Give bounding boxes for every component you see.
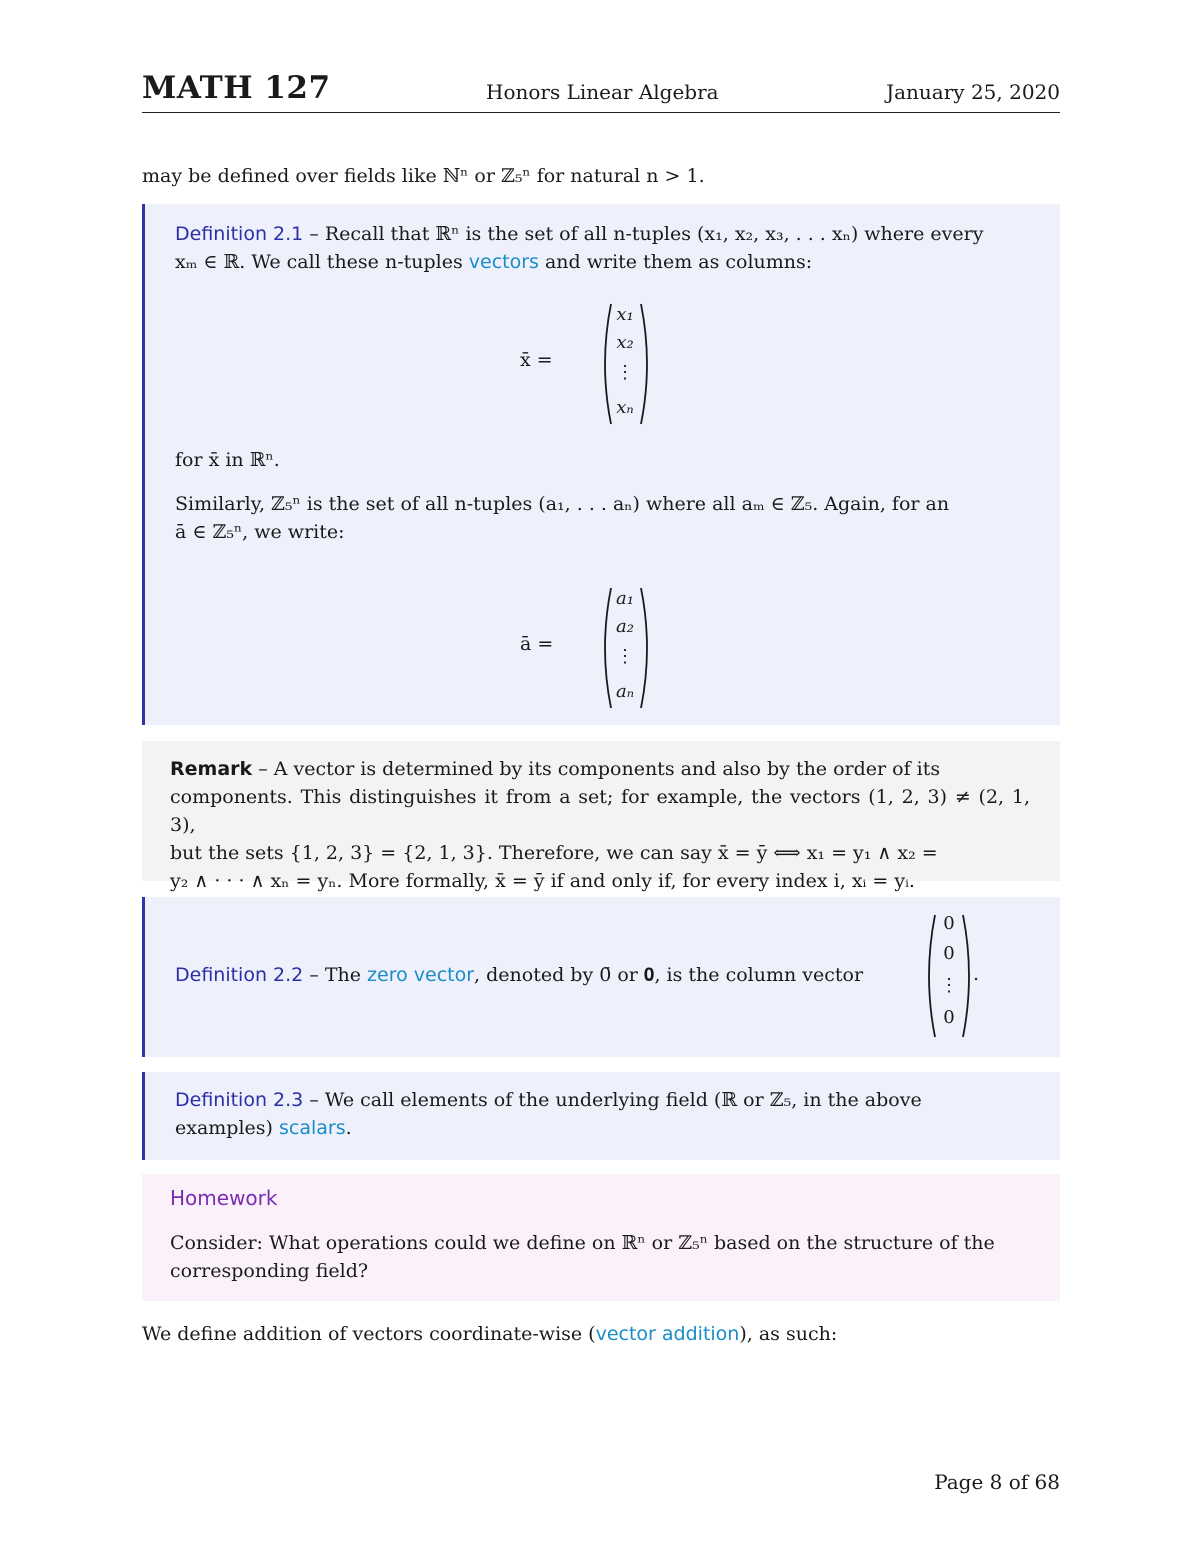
zero-entry-2: 0 xyxy=(943,943,955,964)
def3-line2b: . xyxy=(345,1117,352,1139)
term-vectors: vectors xyxy=(468,251,539,273)
zero-entry-vdots: ⋮ xyxy=(940,975,958,996)
remark-text xyxy=(170,755,1030,895)
remark-line1: – A vector is determined by its components and also by the order of its xyxy=(252,758,941,780)
eq1-entry-1: x₁ xyxy=(616,304,634,325)
remark-line2: components. This distinguishes it from a set; for example, the vectors (1, 2, 3) ≠ (2, 1, 3), xyxy=(170,786,1030,836)
closing-line xyxy=(142,1320,1060,1348)
eq2-entry-1: a₁ xyxy=(616,588,634,609)
def2-end-period: . xyxy=(973,963,980,985)
def1-line1: – Recall that ℝⁿ is the set of all n-tuples (x₁, x₂, x₃, . . . xₙ) where every xyxy=(303,223,984,245)
intro-line: may be defined over fields like ℕⁿ or ℤ₅ⁿ for natural n > 1. xyxy=(142,165,705,187)
eq1-entry-vdots: ⋮ xyxy=(616,362,634,383)
remark-line3: but the sets {1, 2, 3} = {2, 1, 3}. Therefore, we can say x̄ = ȳ ⟺ x₁ = y₁ ∧ x₂ = xyxy=(170,842,938,864)
def1-similarly xyxy=(175,490,1035,546)
definition-2-2-box xyxy=(142,897,1060,1057)
remark-label: Remark xyxy=(170,758,253,780)
def1-similar-line1: Similarly, ℤ₅ⁿ is the set of all n-tuples (a₁, . . . aₙ) where all aₘ ∈ ℤ₅. Again, for an xyxy=(175,493,950,515)
eq1-entry-n: xₙ xyxy=(616,397,634,418)
definition-2-1-box xyxy=(142,204,1060,725)
homework-label: Homework xyxy=(170,1186,278,1210)
homework-text xyxy=(170,1229,1030,1285)
eq2-lhs: ā = xyxy=(520,633,554,655)
course-title: MATH 127 xyxy=(142,70,331,106)
course-subtitle: Honors Linear Algebra xyxy=(486,80,719,104)
eq2-entry-2: a₂ xyxy=(616,616,634,637)
def2-text-b: , denoted by 0̄ or 𝟎, is the column vector xyxy=(474,964,864,986)
eq2-entry-vdots: ⋮ xyxy=(616,646,634,667)
def1-after-eq1: for x̄ in ℝⁿ. xyxy=(175,449,280,471)
def1-text xyxy=(175,220,1035,276)
definition-2-3-box xyxy=(142,1072,1060,1160)
remark-line4: y₂ ∧ · · · ∧ xₙ = yₙ. More formally, x̄ = ȳ if and only if, for every index i, xᵢ = yᵢ. xyxy=(170,870,915,892)
def2-text-a: – The xyxy=(303,964,368,986)
homework-line1: Consider: What operations could we define on ℝⁿ or ℤ₅ⁿ based on the structure of the xyxy=(170,1232,995,1254)
homework-line2: corresponding field? xyxy=(170,1260,369,1282)
def1-line2b: and write them as columns: xyxy=(538,251,813,273)
def2-text xyxy=(175,961,915,989)
def3-label: Definition 2.3 xyxy=(175,1089,304,1111)
closing-text-a: We define addition of vectors coordinate-wise ( xyxy=(142,1323,596,1345)
zero-entry-n: 0 xyxy=(943,1007,955,1028)
remark-box xyxy=(142,741,1060,892)
def1-similar-line2: ā ∈ ℤ₅ⁿ, we write: xyxy=(175,521,345,543)
def2-label: Definition 2.2 xyxy=(175,964,304,986)
def3-line1: – We call elements of the underlying field (ℝ or ℤ₅, in the above xyxy=(303,1089,922,1111)
zero-entry-1: 0 xyxy=(943,913,955,934)
def3-text xyxy=(175,1086,1035,1142)
def1-label: Definition 2.1 xyxy=(175,223,304,245)
header-date: January 25, 2020 xyxy=(886,80,1060,104)
term-scalars: scalars xyxy=(279,1117,346,1139)
page-header xyxy=(142,68,1060,113)
page-number: Page 8 of 68 xyxy=(934,1470,1060,1494)
eq2-entry-n: aₙ xyxy=(615,681,635,702)
eq1-lhs: x̄ = xyxy=(520,349,553,371)
term-zero-vector: zero vector xyxy=(367,964,475,986)
eq1-entry-2: x₂ xyxy=(616,332,634,353)
homework-box xyxy=(142,1174,1060,1301)
closing-text-b: ), as such: xyxy=(739,1323,838,1345)
term-vector-addition: vector addition xyxy=(595,1323,740,1345)
homework-label-row xyxy=(170,1186,1030,1210)
def3-line2a: examples) xyxy=(175,1117,279,1139)
def1-line2a: xₘ ∈ ℝ. We call these n-tuples xyxy=(175,251,469,273)
